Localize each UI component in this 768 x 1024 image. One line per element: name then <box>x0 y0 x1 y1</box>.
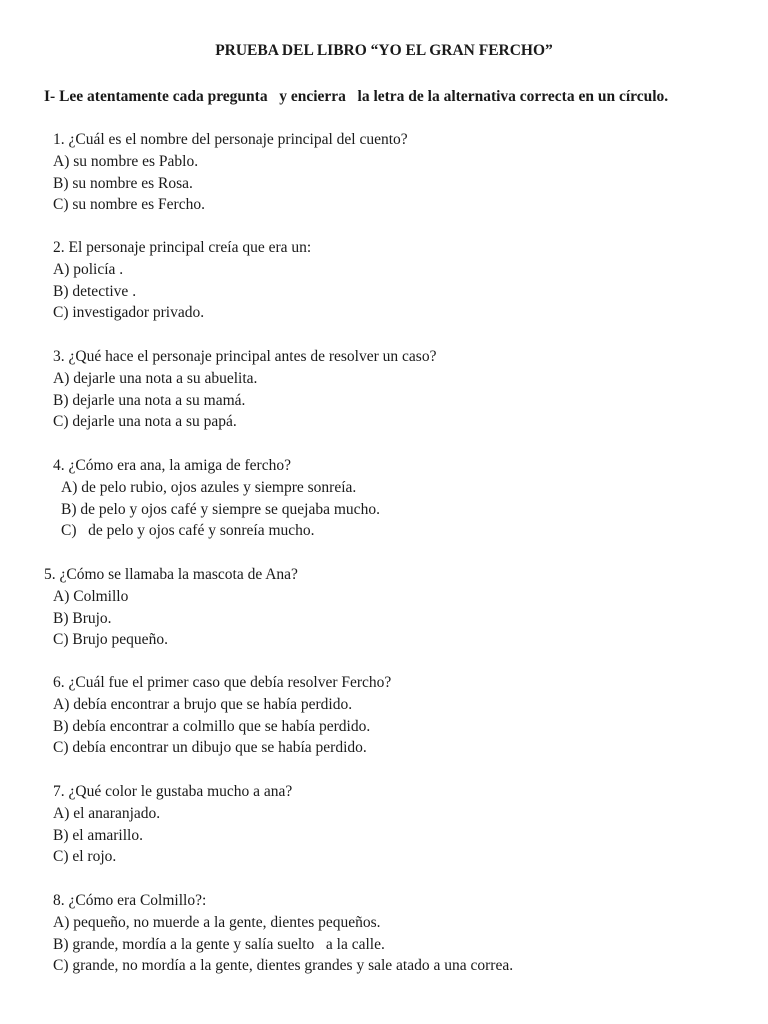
question-2 <box>0 237 768 324</box>
option-b: B) su nombre es Rosa. <box>53 174 193 192</box>
question-text: 5. ¿Cómo se llamaba la mascota de Ana? <box>44 566 298 583</box>
question-text: 2. El personaje principal creía que era un: <box>53 239 312 256</box>
option-c: C) Brujo pequeño. <box>53 631 168 649</box>
option-a: A) su nombre es Pablo. <box>53 152 199 170</box>
question-8 <box>0 890 768 977</box>
option-c: C) el rojo. <box>53 848 117 866</box>
question-text: 1. ¿Cuál es el nombre del personaje principal del cuento? <box>53 131 408 148</box>
option-b: B) el amarillo. <box>53 826 143 844</box>
option-a: A) policía . <box>53 260 124 278</box>
option-a: A) dejarle una nota a su abuelita. <box>53 369 258 387</box>
question-4 <box>0 455 768 542</box>
option-b: B) dejarle una nota a su mamá. <box>53 391 246 409</box>
option-a: A) pequeño, no muerde a la gente, dientes pequeños. <box>53 913 381 931</box>
page-title: PRUEBA DEL LIBRO “YO EL GRAN FERCHO” <box>215 42 553 59</box>
option-c: C) de pelo y ojos café y sonreía mucho. <box>61 522 315 540</box>
question-text: 3. ¿Qué hace el personaje principal antes de resolver un caso? <box>53 348 437 365</box>
option-b: B) grande, mordía a la gente y salía suelto a la calle. <box>53 935 385 953</box>
question-text: 7. ¿Qué color le gustaba mucho a ana? <box>53 783 293 800</box>
option-c: C) dejarle una nota a su papá. <box>53 413 237 431</box>
question-text: 4. ¿Cómo era ana, la amiga de fercho? <box>53 457 291 474</box>
question-3 <box>0 346 768 433</box>
option-b: B) detective . <box>53 282 137 300</box>
option-a: A) el anaranjado. <box>53 804 161 822</box>
option-c: C) grande, no mordía a la gente, dientes grandes y sale atado a una correa. <box>53 957 514 975</box>
option-b: B) de pelo y ojos café y siempre se quejaba mucho. <box>61 500 380 518</box>
option-c: C) su nombre es Fercho. <box>53 196 205 214</box>
option-a: A) de pelo rubio, ojos azules y siempre sonreía. <box>61 478 357 496</box>
question-text: 6. ¿Cuál fue el primer caso que debía resolver Fercho? <box>53 674 392 691</box>
question-5 <box>0 564 768 651</box>
option-a: A) Colmillo <box>53 587 129 605</box>
option-b: B) debía encontrar a colmillo que se había perdido. <box>53 717 371 735</box>
question-6 <box>0 672 768 759</box>
instruction: I- Lee atentamente cada pregunta y encierra la letra de la alternativa correcta en un círculo. <box>44 88 669 105</box>
option-b: B) Brujo. <box>53 609 112 627</box>
question-text: 8. ¿Cómo era Colmillo?: <box>53 892 207 909</box>
option-a: A) debía encontrar a brujo que se había perdido. <box>53 695 353 713</box>
question-7 <box>0 781 768 868</box>
question-1 <box>0 129 768 216</box>
option-c: C) investigador privado. <box>53 304 205 322</box>
option-c: C) debía encontrar un dibujo que se había perdido. <box>53 739 367 757</box>
